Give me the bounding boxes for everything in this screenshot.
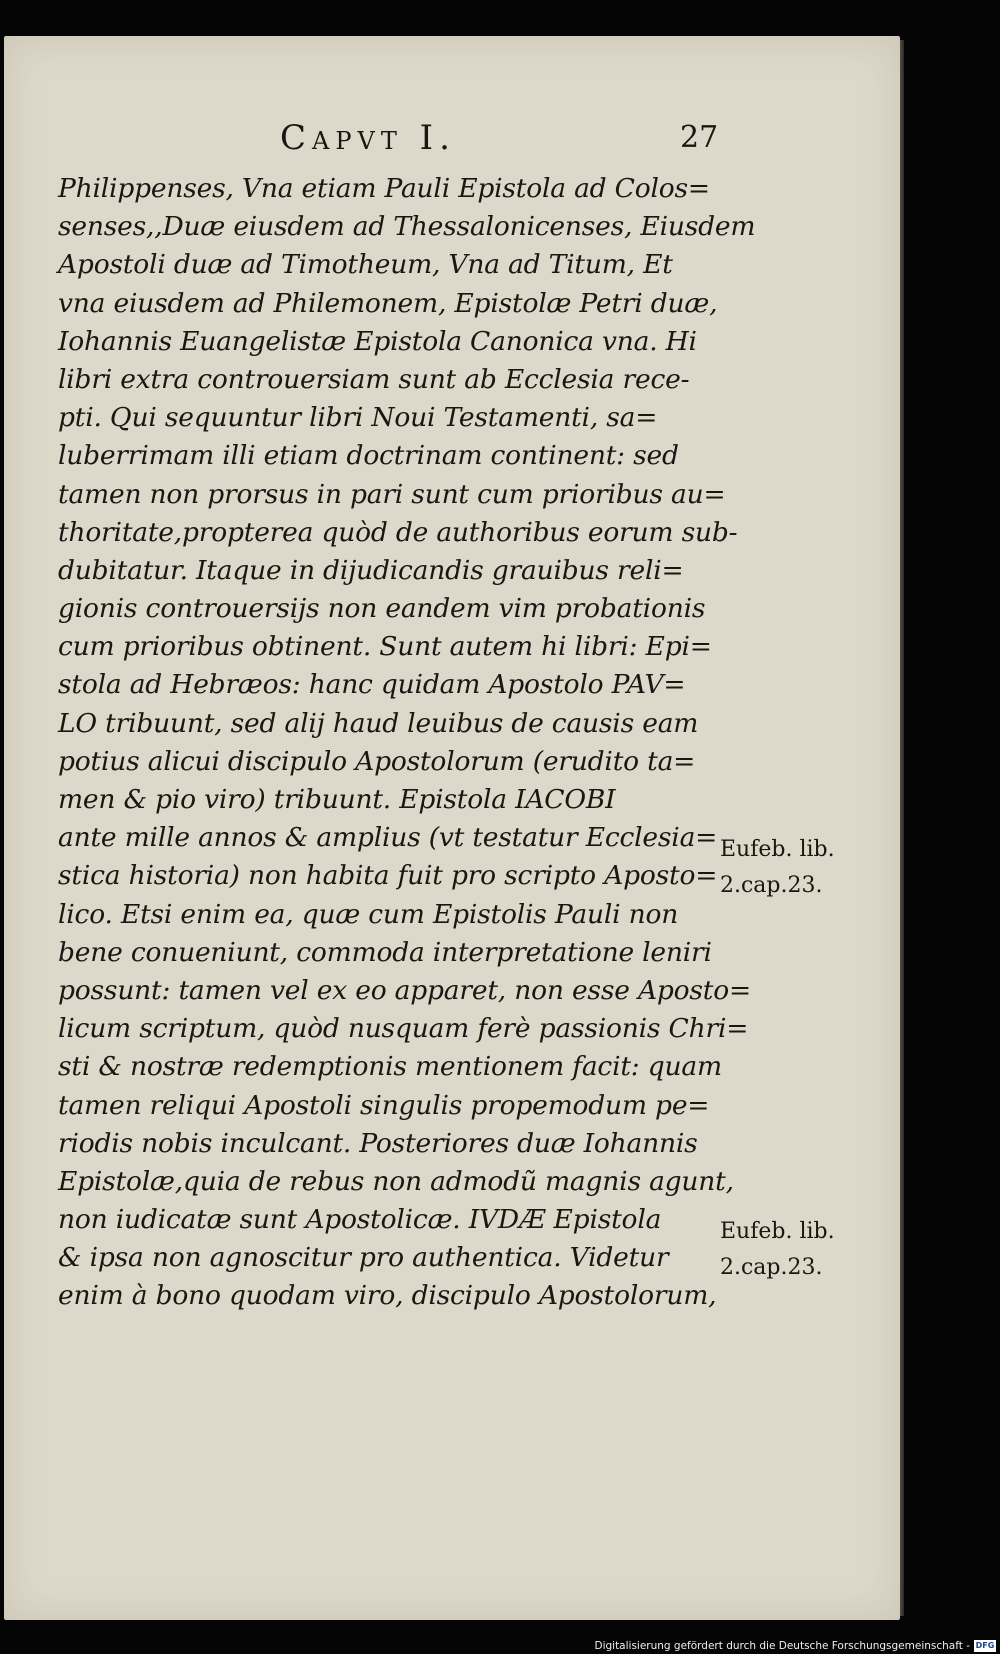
text-line: enim à bono quodam viro, discipulo Apostolorum, xyxy=(58,1280,717,1312)
text-line: licum scriptum, quòd nusquam ferè passionis Chri= xyxy=(58,1013,749,1045)
text-line: ante mille annos & amplius (vt testatur Ecclesia= xyxy=(58,822,718,854)
text-line: pti. Qui sequuntur libri Noui Testamenti, sa= xyxy=(58,402,658,434)
text-line: possunt: tamen vel ex eo apparet, non esse Aposto= xyxy=(58,974,752,1006)
text-line: LO tribuunt, sed alij haud leuibus de causis eam xyxy=(58,707,699,739)
chapter-heading: Capvt I. xyxy=(280,118,456,158)
text-line: stola ad Hebræos: hanc quidam Apostolo PAV= xyxy=(58,669,686,701)
text-line: sti & nostræ redemptionis mentionem facit: quam xyxy=(58,1051,722,1083)
text-line: gionis controuersijs non eandem vim probationis xyxy=(58,593,706,625)
page-number: 27 xyxy=(680,120,719,155)
margin-note-line: 2.cap.23. xyxy=(720,1255,823,1280)
margin-note-eusebius-1 xyxy=(720,832,880,904)
text-line: luberrimam illi etiam doctrinam continent: sed xyxy=(58,440,679,472)
text-line: vna eiusdem ad Philemonem, Epistolæ Petri duæ, xyxy=(58,287,718,319)
text-line: Iohannis Euangelistæ Epistola Canonica vna. Hi xyxy=(58,325,697,357)
text-line: riodis nobis inculcant. Posteriores duæ Iohannis xyxy=(58,1127,698,1159)
margin-note-line: Eufeb. lib. xyxy=(720,837,835,862)
dfg-logo-icon: DFG xyxy=(975,1641,995,1650)
body-text xyxy=(58,170,756,1316)
text-line: Philippenses, Vna etiam Pauli Epistola ad Colos= xyxy=(58,173,710,204)
text-line: Apostoli duæ ad Timotheum, Vna ad Titum, Et xyxy=(58,249,673,281)
margin-note-eusebius-2 xyxy=(720,1214,880,1286)
text-line: libri extra controuersiam sunt ab Ecclesia rece- xyxy=(58,363,690,395)
text-line: dubitatur. Itaque in dijudicandis grauibus reli= xyxy=(58,554,684,586)
text-line: tamen reliqui Apostoli singulis propemodum pe= xyxy=(58,1089,710,1121)
text-line: tamen non prorsus in pari sunt cum prioribus au= xyxy=(58,478,726,510)
text-line: thoritate,propterea quòd de authoribus eorum sub- xyxy=(58,516,738,548)
text-line: lico. Etsi enim ea, quæ cum Epistolis Pauli non xyxy=(58,898,679,930)
text-line: non iudicatæ sunt Apostolicæ. IVDÆ Epistola xyxy=(58,1204,662,1236)
running-head xyxy=(4,118,900,164)
digitization-credit: Digitalisierung gefördert durch die Deutsche Forschungsgemeinschaft - xyxy=(594,1640,970,1652)
text-line: cum prioribus obtinent. Sunt autem hi libri: Epi= xyxy=(58,631,712,663)
text-line: men & pio viro) tribuunt. Epistola IACOBI xyxy=(58,784,616,815)
footer-bar xyxy=(0,1638,1000,1654)
text-line: bene conueniunt, commoda interpretatione leniri xyxy=(58,936,712,968)
text-line: & ipsa non agnoscitur pro authentica. Videtur xyxy=(58,1242,669,1274)
text-line: senses,,Duæ eiusdem ad Thessalonicenses, Eiusdem xyxy=(58,211,756,243)
text-line: potius alicui discipulo Apostolorum (erudito ta= xyxy=(58,745,696,777)
margin-note-line: Eufeb. lib. xyxy=(720,1219,835,1244)
text-line: Epistolæ,quia de rebus non admodũ magnis agunt, xyxy=(58,1165,734,1197)
margin-note-line: 2.cap.23. xyxy=(720,873,823,898)
text-line: stica historia) non habita fuit pro scripto Aposto= xyxy=(58,860,718,892)
